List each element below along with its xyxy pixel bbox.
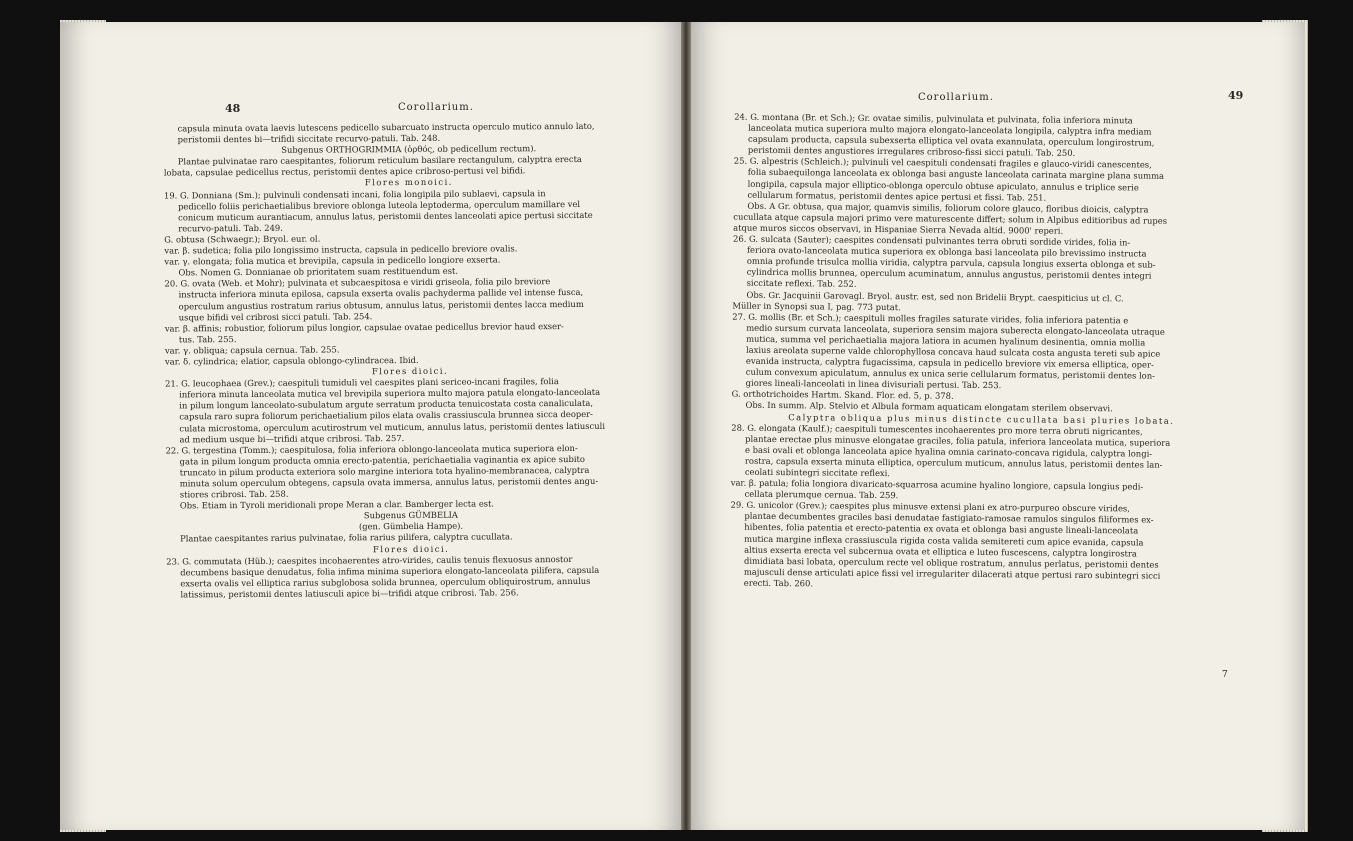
text-line: atque muros siccos observavi, in Hispaniae Sierra Nevada altid. 9000' reperi. xyxy=(733,222,1064,236)
text-line: minuta solum operculum obtegens, capsula ovata immersa, annulus latus, peristomii dentes angu- xyxy=(179,475,599,489)
text-line: erecti. Tab. 260. xyxy=(743,577,814,589)
text-line: var. β. patula; folia longiora divaricato-squarrosa acumine hyalino longiore, capsula longius pedi- xyxy=(730,477,1144,492)
text-line: culata microstoma, operculum acutirostrum vel muticum, annulus latus, peristomii dentes latiusculi xyxy=(179,420,606,433)
text-line: cylindrica mollis brunnea, operculum acuminatum, annulus angustus, peristomii dentes integri xyxy=(746,267,1152,281)
text-line: Calyptra obliqua plus minus distincte cucullata basi pluries lobata. xyxy=(788,411,1175,426)
text-line: usque bifidi vel cribrosi sicci patuli. Tab. 254. xyxy=(178,310,373,323)
text-line: dimidiata basi lobata, operculum recte vel oblique rostratum, annulus perlatus, peristomii dentes xyxy=(743,555,1159,570)
text-line: ceolati subintegri siccitate reflexi. xyxy=(744,466,891,479)
running-header-right: Corollarium. xyxy=(918,92,994,103)
text-line: ad medium usque bi—trifidi atque cribrosi. Tab. 257. xyxy=(179,432,405,445)
text-line: medio sursum curvata lanceolata, superiora sensim majora suberecta elongato-lanceolata utraque xyxy=(746,322,1165,337)
text-line: plantae decumbentes graciles basi denudatae fastigiato-ramosae ramulos singulos filiformes ex- xyxy=(744,511,1154,526)
text-line: peristomii dentes angustiores irregulares cribroso-fissi sicci patuli. Tab. 250. xyxy=(747,145,1076,159)
text-line: giores lineali-lanceolati in linea divisuriali pertusi. Tab. 253. xyxy=(745,377,1002,391)
text-line: Subgenus GÜMBELIA xyxy=(363,509,459,521)
text-line: Obs. A Gr. obtusa, qua major, quamvis similis, foliorum colore glauco, floribus dioicis, calyptra xyxy=(747,200,1149,215)
text-line: exserta ovalis vel elliptica rarius subglobosa solida brunnea, operculum obliquirostrum, annulus xyxy=(180,575,591,589)
text-line: hibentes, folia patentia et erecto-patentia ex ovata et oblonga basi anguste lineali-lanceolata xyxy=(744,522,1139,536)
text-line: (gen. Gümbelia Hampe). xyxy=(358,521,464,532)
text-line: laxius areolata superne valde chlorophyllosa concava haud sulcata costa angusta tereti sub apice xyxy=(745,344,1161,359)
text-line: feriora ovato-lanceolata mutica superiora ex oblonga basi lanceolata pilo brevissimo instructa xyxy=(746,244,1147,259)
text-line: Subgenus ORTHOGRIMMIA (ὀρθός, ob pedicellum rectum). xyxy=(281,143,537,155)
text-line: longipila, capsula major elliptico-oblonga operculo obtuse apiculato, annulus e triplice serie xyxy=(747,178,1139,193)
text-line: inferiora minuta lanceolata mutica vel brevipila superiora multo majora patula elongato-lanceolata xyxy=(179,387,601,400)
text-line: 28. G. elongata (Kaulf.); caespituli tumescentes incohaerentes pro more terra obruti nigricantes, xyxy=(731,422,1143,437)
text-line: mutica margine inflexa crassiuscula rigida costa valida semitereti cum apice evanida, capsula xyxy=(744,533,1144,548)
running-header-left: Corollarium. xyxy=(398,102,474,113)
text-line: mutica, summa vel perichaetialia majora latiora in acumen hyalinum desinentia, omnia mollia xyxy=(746,333,1146,348)
text-line: decumbens basique denudatus, folia infima minima superiora elongato-lanceolata pilifera, capsula xyxy=(180,564,600,578)
text-line: majusculi dense articulati apice fissi vel irregulariter dilacerati atque pertusi raro subintegri sicci xyxy=(743,566,1161,581)
text-line: Obs. Nomen G. Donnianae ob prioritatem suam restituendum est. xyxy=(178,265,459,278)
text-line: 27. G. mollis (Br. et Sch.); caespituli molles fragiles saturate virides, folia inferiora patentia e xyxy=(732,311,1129,326)
text-line: recurvo-patuli. Tab. 249. xyxy=(178,222,283,234)
text-line: 29. G. unicolor (Grev.); caespites plus minusve extensi plani ex atro-purpureo obscure virides, xyxy=(730,499,1130,514)
text-line: peristomii dentes bi—trifidi siccitate recurvo-patuli. Tab. 248. xyxy=(177,132,441,145)
text-line: culum convexum apiculatum, annulus ex unica serie cellularum formatus, peristomii dentes lon- xyxy=(745,366,1156,381)
text-line: 22. G. tergestina (Tomm.); caespitulosa, folia inferiora oblongo-lanceolata mutica superiora elon- xyxy=(165,442,578,456)
text-line: e basi ovali et oblonga lanceolata apice hyalina omnia carinato-concava rigidula, calyptra longi- xyxy=(745,444,1153,459)
text-line: Plantae caespitantes rarius pulvinatae, folia rarius pilifera, calyptra cucullata. xyxy=(180,531,513,544)
text-line: 24. G. montana (Br. et Sch.); Gr. ovatae similis, pulvinulata et pulvinata, folia inferiora minuta xyxy=(734,111,1133,126)
page-number-right: 49 xyxy=(1228,89,1244,102)
text-line: stiores cribrosi. Tab. 258. xyxy=(179,488,289,500)
text-line: Müller in Synopsi sua I, pag. 773 putat. xyxy=(732,300,901,312)
text-line: Flores monoici. xyxy=(364,177,453,188)
text-line: 19. G. Donniana (Sm.); pulvinuli condensati incani, folia longipila pilo sublaevi, capsula in xyxy=(163,187,546,201)
text-line: folia subaequilonga lanceolata ex oblonga basi anguste lanceolata carinata margine plana summa xyxy=(747,167,1165,182)
text-line: Obs. In summ. Alp. Stelvio et Albula formam aquaticam elongatam sterilem observavi. xyxy=(745,400,1113,414)
text-line: var. γ. elongata; folia mutica et brevipila, capsula in pedicello longiore exserta. xyxy=(164,254,501,267)
text-line: gata in pilum longum producta omnia erecto-patentia, perichaetialia vaginantia ex apice subito xyxy=(179,453,585,467)
text-line: conicum muticum aurantiacum, annulus latus, peristomii dentes lanceolati apice pertusi siccitate xyxy=(178,209,593,223)
text-line: var. β. sudetica; folia pilo longissimo instructa, capsula in pedicello breviore ovalis. xyxy=(164,243,518,256)
text-line: capsulam producta, capsula subexserta elliptica vel ovata exannulata, operculum longirostrum, xyxy=(747,133,1155,148)
text-line: Obs. Gr. Jacquinii Garovagl. Bryol. austr. est, sed non Bridelii Brypt. caespiticius ut cl. C. xyxy=(746,289,1124,303)
text-line: truncato in pilum producta exteriora solo margine interiora tota hyalino-membranacea, calyptra xyxy=(179,464,590,478)
book-gutter xyxy=(681,22,691,830)
text-line: Plantae pulvinatae raro caespitantes, foliorum reticulum basilare rectangulum, calyptra erecta xyxy=(177,154,582,167)
left-text-column xyxy=(164,121,657,601)
text-line: capsula raro supra foliorum perichaetialium pilos elata ovalis crassiuscula brunnea sicca deoper- xyxy=(179,409,594,422)
signature-mark: 7 xyxy=(1222,670,1228,680)
text-line: 25. G. alpestris (Schleich.); pulvinuli vel caespituli condensati fragiles e glauco-viridi canescentes, xyxy=(733,155,1152,170)
text-line: lanceolata mutica superiora multo majora elongato-lanceolata longipila, calyptra infra mediam xyxy=(748,122,1152,137)
left-page xyxy=(60,22,685,830)
text-line: altius exserta erecta vel subcernua ovata et elliptica e luteo fuscescens, calyptra longirostra xyxy=(744,544,1137,559)
text-line: latissimus, peristomii dentes latiusculi apice bi—trifidi atque cribrosi. Tab. 256. xyxy=(180,587,519,600)
text-line: cellata plerumque cernua. Tab. 259. xyxy=(744,488,899,501)
text-line: Obs. Etiam in Tyroli meridionali prope Meran a clar. Bamberger lecta est. xyxy=(179,498,495,511)
text-line: var. δ. cylindrica; elatior, capsula oblongo-cylindracea. Ibid. xyxy=(164,354,419,367)
text-line: var. β. affinis; robustior, foliorum pilus longior, capsulae ovatae pedicellus brevior haud exser- xyxy=(164,320,564,334)
text-line: rostra, capsula exserta minuta elliptica, operculum muticum, annulus latus, peristomii dentes lan- xyxy=(744,455,1163,470)
text-line: G. obtusa (Schwaegr.); Bryol. eur. ol. xyxy=(164,233,321,245)
page-number-left: 48 xyxy=(225,102,241,115)
text-line: G. orthotrichoides Hartm. Skand. Flor. ed. 5, p. 378. xyxy=(731,388,954,402)
text-line: 23. G. commutata (Hüb.); caespites incohaerentes atro-virides, caulis tenuis flexuosus annostor xyxy=(166,553,573,567)
text-line: evanida instructa, calyptra fugacissima, capsula in pedicello breviore vix emersa elliptica, oper- xyxy=(745,355,1154,370)
text-line: instructa inferiora minuta epilosa, capsula exserta ovalis pachyderma pallide vel intense fusca, xyxy=(178,287,584,300)
text-line: Flores dioici. xyxy=(371,365,449,377)
text-line: var. γ. obliqua; capsula cernua. Tab. 255. xyxy=(164,344,340,356)
text-line: plantae erectae plus minusve elongatae graciles, folia patula, inferiora lanceolata mutica, superiora xyxy=(745,433,1171,448)
text-line: siccitate reflexi. Tab. 252. xyxy=(746,278,857,290)
text-line: omnia profunde trisulca mollia viridia, calyptra parvula, capsula longius exserta oblonga et sub- xyxy=(746,255,1156,270)
text-line: in pilum longum lanceolato-subulatum argute serratum producta tenuicostata costa canaliculata, xyxy=(179,398,594,411)
text-line: cellularum formatus, peristomii dentes apice pertusi et fissi. Tab. 251. xyxy=(747,189,1047,203)
text-line: capsula minuta ovata laevis lutescens pedicello subarcuato instructa operculo mutico annulo lato, xyxy=(177,120,595,134)
text-line: Flores dioici. xyxy=(372,543,450,554)
text-line: tus. Tab. 255. xyxy=(178,333,237,345)
text-line: 21. G. leucophaea (Grev.); caespituli tumiduli vel caespites plani sericeo-incani fragiles, folia xyxy=(165,376,559,389)
text-line: pedicello foliis perichaetialibus breviore oblonga luteola leptoderma, operculum mamillare vel xyxy=(178,198,581,212)
text-line: operculum angustius rostratum rarius obtusum, annulus latus, peristomii dentes lacca medium xyxy=(178,298,584,311)
text-line: 20. G. ovata (Web. et Mohr); pulvinata et subcaespitosa e viridi griseola, folia pilo breviore xyxy=(164,276,551,289)
text-line: lobata, capsulae pedicellus rectus, peristomii dentes apice cribroso-pertusi vel bifidi. xyxy=(163,165,526,178)
right-page xyxy=(688,22,1305,830)
text-line: 26. G. sulcata (Sauter); caespites condensati pulvinantes terra obruti sordide virides, folia in- xyxy=(733,233,1131,248)
text-line: cucullata atque capsula majori primo vere maturescente differt; solum in Alpibus editioribus ad rupes xyxy=(733,211,1168,226)
right-text-column xyxy=(730,112,1235,594)
